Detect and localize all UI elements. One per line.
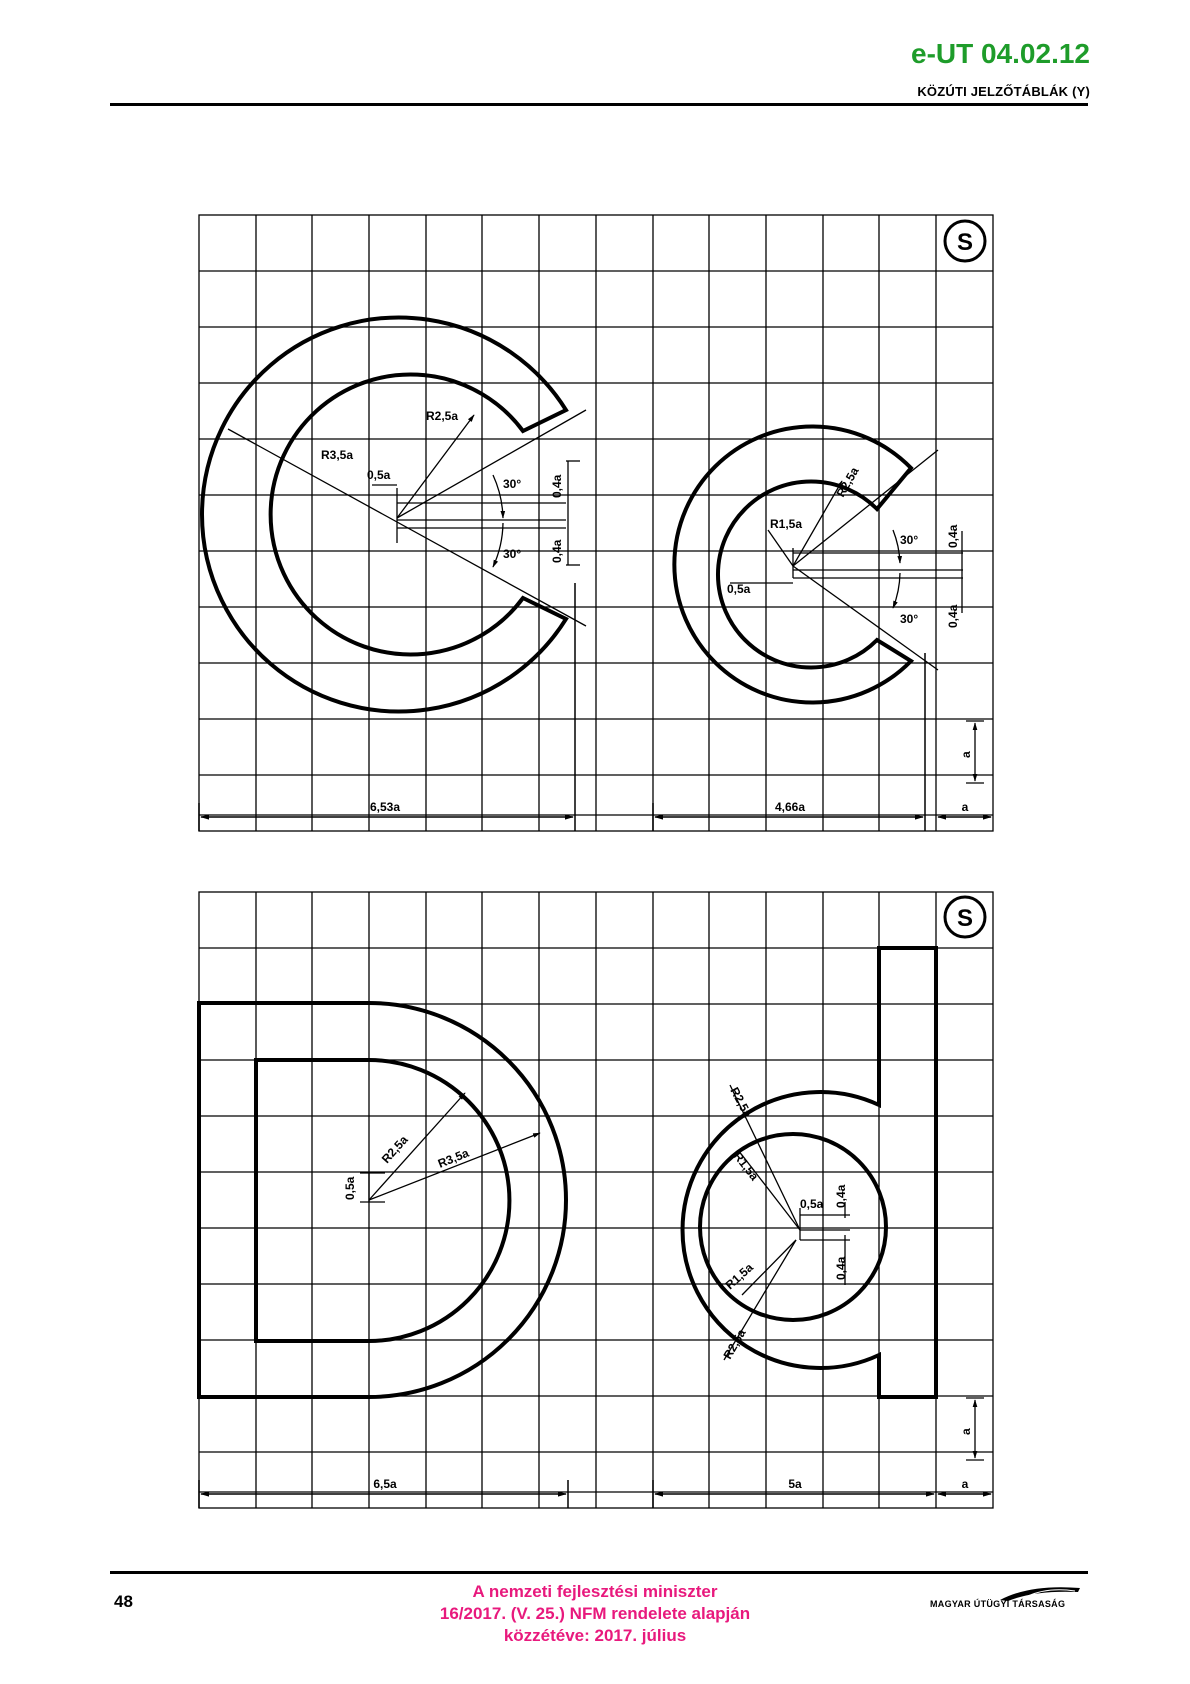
construction-grid: [199, 215, 993, 831]
uppercase-d-outline: [199, 1003, 566, 1397]
dim-unit-vertical: a: [959, 751, 973, 758]
dim-unit-horizontal: a: [961, 1477, 969, 1491]
style-badge: [945, 221, 985, 261]
footer-line-1: A nemzeti fejlesztési miniszter: [472, 1582, 718, 1601]
dim-R2-5a: R2,5a: [426, 409, 459, 423]
dim-width-right: 5a: [788, 1477, 802, 1491]
dim-unit-vertical: a: [959, 1428, 973, 1435]
dim-small-angle-lower: 30°: [900, 612, 919, 626]
dim-d-R1-5a-upper: R1,5a: [730, 1149, 762, 1184]
footer-rule: [110, 1571, 1088, 1574]
dim-d-R2-5a-upper: R2,5a: [727, 1084, 755, 1120]
dim-angle-lower: 30°: [503, 547, 522, 561]
dim-width-left: 6,53a: [369, 800, 401, 814]
document-code: e-UT 04.02.12: [911, 38, 1090, 69]
publisher-logo-text: MAGYAR ÚTÜGYI TÁRSASÁG: [930, 1599, 1066, 1609]
dim-angle-upper: 30°: [503, 477, 522, 491]
page-number: 48: [114, 1592, 133, 1611]
dim-gap-lower: 0,4a: [550, 539, 564, 563]
dim-small-gap-upper: 0,4a: [946, 524, 960, 548]
footer-line-2: 16/2017. (V. 25.) NFM rendelete alapján: [439, 1604, 751, 1623]
dim-d-gap-upper: 0,4a: [834, 1184, 848, 1208]
header-rule: [110, 103, 1088, 106]
dim-unit-horizontal: a: [961, 800, 969, 814]
dim-small-gap-lower: 0,4a: [946, 604, 960, 628]
publisher-logo: [930, 1584, 1095, 1614]
dim-gap-upper: 0,4a: [550, 474, 564, 498]
dim-width-left: 6,5a: [373, 1477, 397, 1491]
footer-line-3: közzétéve: 2017. július: [503, 1626, 687, 1645]
letter-c-construction-drawing: [0, 213, 1190, 843]
dim-width-right: 4,66a: [774, 800, 806, 814]
footer-legal-note: [345, 1581, 845, 1647]
dim-D-R3-5a: R3,5a: [435, 1145, 471, 1171]
dim-small-center-offset: 0,5a: [727, 582, 751, 596]
dim-center-offset: 0,5a: [367, 468, 391, 482]
dim-d-R1-5a-lower: R1,5a: [722, 1260, 756, 1293]
dim-d-gap-lower: 0,4a: [834, 1256, 848, 1280]
width-dimension-lines: [199, 1480, 991, 1508]
style-badge: [945, 897, 985, 937]
construction-grid: [199, 892, 993, 1508]
dim-D-center-offset: 0,5a: [343, 1176, 357, 1200]
dim-D-R2-5a: R2,5a: [378, 1132, 411, 1167]
dim-d-center-offset: 0,5a: [800, 1197, 824, 1211]
dim-small-R1-5a: R1,5a: [770, 517, 803, 531]
badge-text: S: [956, 229, 974, 256]
letter-d-construction-drawing: [0, 890, 1190, 1525]
dim-small-R2-5a: R2,5a: [833, 464, 862, 500]
dim-small-angle-upper: 30°: [900, 533, 919, 547]
badge-text: S: [956, 905, 974, 932]
document-subtitle: KÖZÚTI JELZŐTÁBLÁK (Y): [917, 84, 1090, 99]
uppercase-c-construction-lines: [228, 410, 586, 626]
dim-R3-5a: R3,5a: [321, 448, 354, 462]
dim-d-R2-5a-lower: R2,5a: [720, 1326, 749, 1362]
